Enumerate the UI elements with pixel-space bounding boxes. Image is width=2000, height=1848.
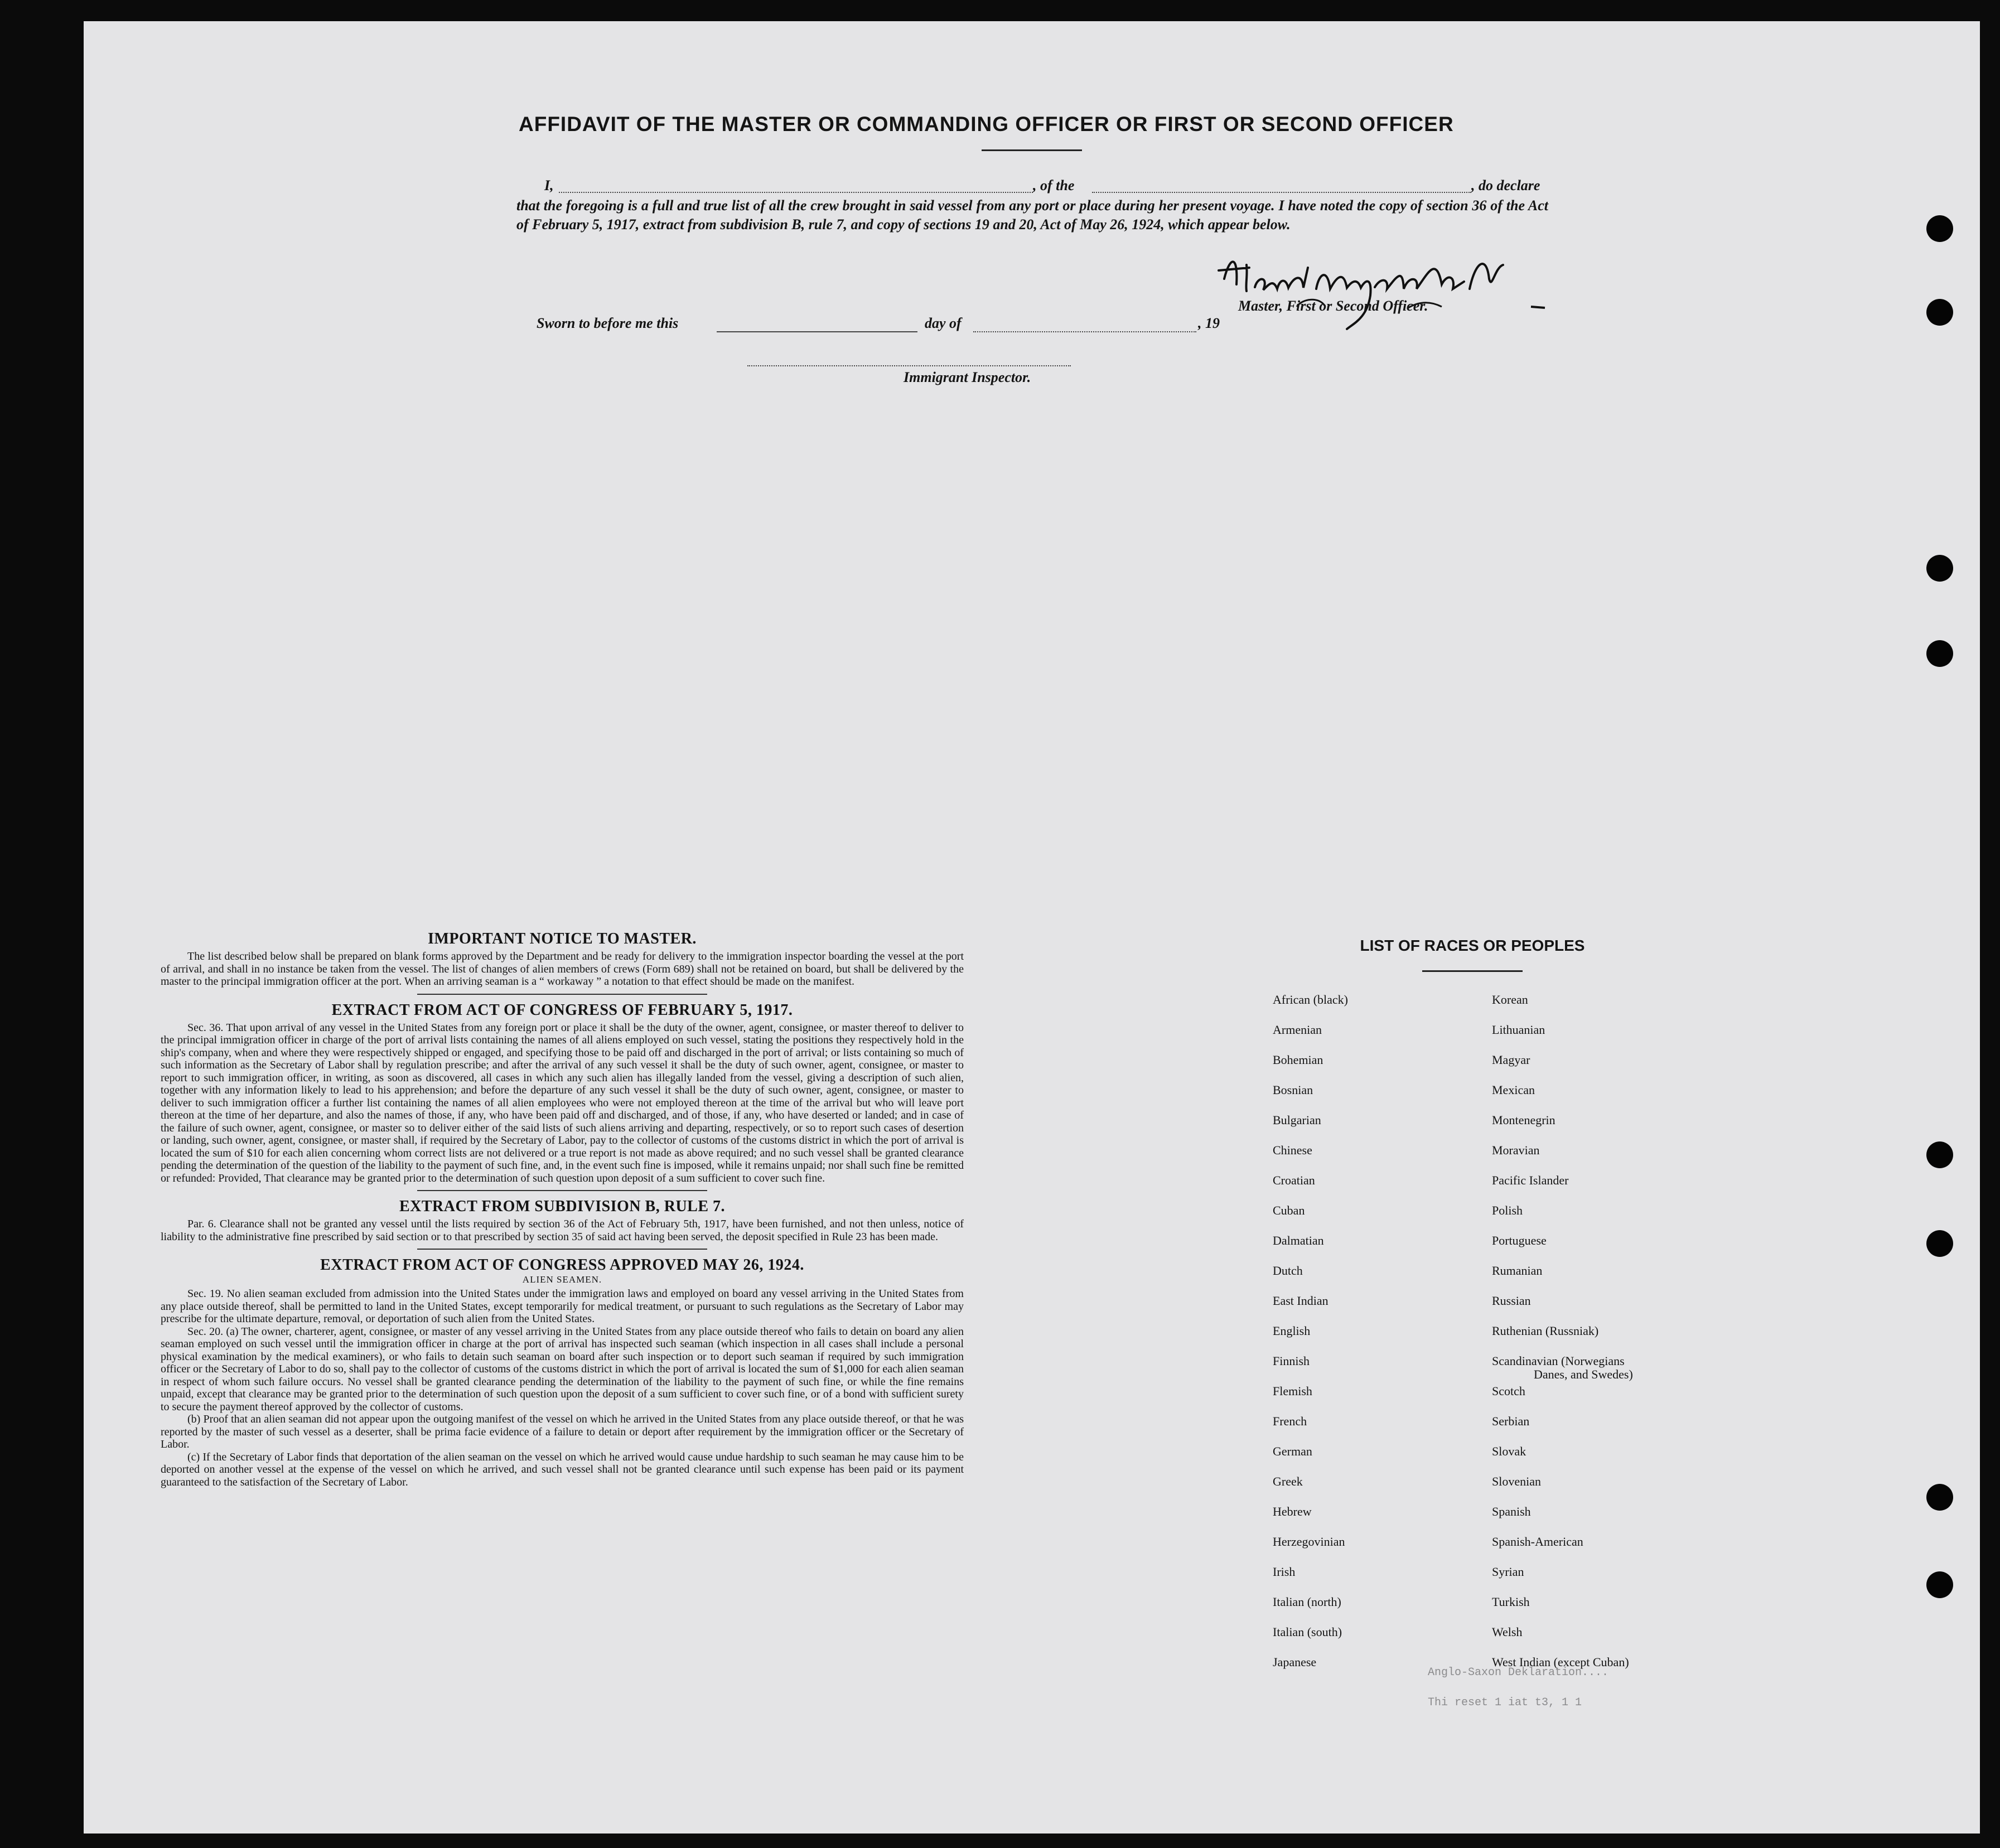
race-item: Finnish — [1273, 1354, 1310, 1368]
race-item: German — [1273, 1444, 1312, 1458]
race-item: Irish — [1273, 1565, 1296, 1579]
race-item: Moravian — [1492, 1143, 1540, 1157]
race-item: Russian — [1492, 1294, 1531, 1308]
race-item: Dalmatian — [1273, 1233, 1324, 1247]
race-item: Japanese — [1273, 1655, 1317, 1669]
year-prefix-label: , 19 — [1198, 315, 1220, 331]
race-item: Bosnian — [1273, 1083, 1313, 1097]
race-item: Bulgarian — [1273, 1113, 1321, 1127]
race-item: Armenian — [1273, 1023, 1322, 1037]
race-item: Serbian — [1492, 1414, 1530, 1428]
punch-hole — [1926, 1484, 1953, 1511]
race-item: Herzegovinian — [1273, 1535, 1345, 1549]
signer-caption: Master, First or Second Officer. — [1238, 298, 1428, 314]
punch-hole — [1926, 215, 1953, 242]
notice-title: IMPORTANT NOTICE TO MASTER. — [428, 930, 697, 947]
race-item: Korean — [1492, 993, 1528, 1007]
extract-1924-subtitle: ALIEN SEAMEN. — [522, 1274, 602, 1285]
extract-rule7-title: EXTRACT FROM SUBDIVISION B, RULE 7. — [399, 1198, 726, 1215]
title-underline — [982, 149, 1082, 151]
race-item: West Indian (except Cuban) — [1492, 1655, 1629, 1669]
sworn-label: Sworn to before me this — [537, 315, 679, 331]
vessel-field[interactable] — [1092, 192, 1471, 193]
race-item-continuation: Danes, and Swedes) — [1534, 1367, 1633, 1381]
race-item: East Indian — [1273, 1294, 1328, 1308]
of-the-label: , of the — [1033, 177, 1075, 193]
affidavit-page — [84, 21, 1980, 1834]
punch-hole — [1926, 1230, 1953, 1257]
race-item: English — [1273, 1324, 1311, 1338]
race-item: French — [1273, 1414, 1307, 1428]
race-item: Hebrew — [1273, 1504, 1312, 1518]
race-item: African (black) — [1273, 993, 1348, 1007]
race-item: Portuguese — [1492, 1233, 1547, 1247]
notice-column — [161, 930, 964, 1488]
race-item: Spanish — [1492, 1504, 1531, 1518]
notice-text: The list described below shall be prepared on blank forms approved by the Department and be ready for delivery to the immigration inspector boarding the vessel at the port of arrival, and shall in no instance be taken from the vessel. The list of changes of alien members of crews (Form 689) shall not be retained on board, but shall be delivered by the master to the principal immigration officer at the port. When an arriving seaman is a “ workaway ” a notation to that effect should be made on the manifest. — [161, 950, 964, 988]
punch-hole — [1926, 1141, 1953, 1168]
handwritten-signature — [1207, 245, 1564, 337]
extract-rule7-text: Par. 6. Clearance shall not be granted any vessel until the lists required by section 36 of the Act of February 5th, 1917, have been furnished, and not then unless, notice of liability to the administrative fine prescribed by said section or to that prescribed by section 35 of said act having been served, the deposit specified in Rule 23 has been made. — [161, 1218, 964, 1243]
race-item: Polish — [1492, 1203, 1523, 1217]
race-item: Scotch — [1492, 1384, 1525, 1398]
extract-1917-text: Sec. 36. That upon arrival of any vessel in the United States from any foreign port or place it shall be the duty of the owner, agent, consignee, or master thereof to deliver to the principal immigration officer in charge of the port of arrival lists containing the names of all aliens employed on such vessel, stating the positions they respectively hold in the ship's company, when and where they were respectively shipped or engaged, and specifying those to be paid off and discharged in the port of arrival; or lists containing so much of such information as the Secretary of Labor shall by regulation prescribe; and after the arrival of any such vessel it shall be the duty of such owner, agent, consignee, or master to report to such immigration officer, in writing, as soon as discovered, all cases in which any such alien has illegally landed from the vessel, giving a description of such alien, together with any information likely to lead to his apprehension; and before the departure of any such vessel it shall be the duty of such owner, agent, consignee, or master to deliver to such immigration officer a further list containing the names of all alien employees who were not employed thereon at the time of the arrival but who will leave port thereon at the time of her departure, and also the names of those, if any, who have been paid off and discharged, and of those, if any, who have deserted or landed; and in case of the failure of such owner, agent, consignee, or master so to deliver either of the said lists of such aliens arriving and departing, respectively, or so to report such cases of desertion or landing, such owner, agent, consignee, or master shall, if required by the Secretary of Labor, pay to the collector of customs of the customs district in which the port of arrival is located the sum of $10 for each alien concerning whom correct lists are not delivered or a true report is not made as above required; and no such vessel shall be granted clearance pending the determination of the question of the liability to the payment of such fine, and, in the event such fine is imposed, while it remains unpaid; nor shall such fine be remitted or refunded: Provided, That clearance may be granted prior to the determination of such question upon deposit of a sum sufficient to cover such fine. — [161, 1021, 964, 1184]
race-item: Greek — [1273, 1474, 1303, 1488]
races-underline — [1422, 970, 1523, 972]
divider — [417, 994, 707, 995]
affidavit-title: AFFIDAVIT OF THE MASTER OR COMMANDING OFFICER OR FIRST OR SECOND OFFICER — [519, 113, 1454, 136]
sec20a-text: Sec. 20. (a) The owner, charterer, agent, consignee, or master of any vessel arriving in the United States from any place outside thereof who fails to detain on board any alien seaman employed on such vessel until the immigration officer in charge at the port of arrival has inspected such seaman (which inspection in all cases shall include a personal physical examination by the medical examiners), or who fails to detain such seaman on board after such inspection or to deport such seaman if required by such immigration officer or the Secretary of Labor to do so, shall pay to the collector of customs of the customs district in which the port of arrival is located the sum of $1,000 for each alien seaman in respect of whom such failure occurs. No vessel shall be granted clearance pending the determination of the liability to the payment of such fine, or while the fine remains unpaid, except that clearance may be granted prior to the determination of such question upon the deposit of a sum sufficient to cover such fine, or of a bond with sufficient surety to secure the payment thereof approved by the collector of customs. — [161, 1325, 964, 1413]
do-declare-label: , do declare — [1471, 177, 1540, 193]
day-of-label: day of — [925, 315, 962, 331]
race-item: Slovenian — [1492, 1474, 1541, 1488]
divider — [417, 1190, 707, 1191]
inspector-caption: Immigrant Inspector. — [904, 369, 1031, 385]
punch-hole — [1926, 555, 1953, 582]
race-item: Rumanian — [1492, 1264, 1543, 1278]
sworn-date-field[interactable] — [717, 331, 917, 332]
race-item: Italian (south) — [1273, 1625, 1342, 1639]
race-item: Croatian — [1273, 1173, 1315, 1187]
affidavit-body: that the foregoing is a full and true list of all the crew brought in said vessel from any port or place during her present voyage. I have noted the copy of section 36 of the Act of February 5, 1917, extract from subdivision B, rule 7, and copy of sections 19 and 20, Act of May 26, 1924, which appear below. — [516, 197, 1548, 233]
sec20b-text: (b) Proof that an alien seaman did not appear upon the outgoing manifest of the vessel on which he arrived in the United States from any place outside thereof, or that he was reported by the master of such vessel as a deserter, shall be prima facie evidence of a failure to detain or deport after requirement by the immigration officer or the Secretary of Labor. — [161, 1413, 964, 1450]
bleed-through-text: Thi reset 1 iat t3, 1 1 — [1428, 1696, 1582, 1709]
declarant-name-field[interactable] — [559, 192, 1033, 193]
extract-1924-title: EXTRACT FROM ACT OF CONGRESS APPROVED MAY 26, 1924. — [320, 1256, 804, 1274]
punch-hole — [1926, 640, 1953, 667]
race-item: Mexican — [1492, 1083, 1535, 1097]
race-item: Montenegrin — [1492, 1113, 1555, 1127]
race-item: Flemish — [1273, 1384, 1312, 1398]
race-item: Slovak — [1492, 1444, 1526, 1458]
sec20c-text: (c) If the Secretary of Labor finds that deportation of the alien seaman on the vessel on which he arrived would cause undue hardship to such seaman he may cause him to be deported on another vessel at the expense of the vessel on which he arrived, and such vessel shall not be granted clearance until such expense has been paid or its payment guaranteed to the satisfaction of the Secretary of Labor. — [161, 1450, 964, 1488]
race-item: Turkish — [1492, 1595, 1530, 1609]
races-title: LIST OF RACES OR PEOPLES — [1360, 937, 1585, 954]
race-item: Pacific Islander — [1492, 1173, 1569, 1187]
declarant-prefix: I, — [544, 177, 554, 193]
race-item: Lithuanian — [1492, 1023, 1545, 1037]
race-item: Cuban — [1273, 1203, 1305, 1217]
race-item: Magyar — [1492, 1053, 1530, 1067]
divider — [417, 1249, 707, 1250]
race-item: Scandinavian (Norwegians — [1492, 1354, 1625, 1368]
race-item: Italian (north) — [1273, 1595, 1341, 1609]
inspector-signature-field[interactable] — [747, 365, 1071, 366]
sec19-text: Sec. 19. No alien seaman excluded from admission into the United States under the immigration laws and employed on board any vessel arriving in the United States from any place outside thereof, shall be permitted to land in the United States, except temporarily for medical treatment, or pursuant to such regulations as the Secretary of Labor may prescribe for the ultimate departure, removal, or deportation of such alien from the United States. — [161, 1288, 964, 1325]
bleed-through-text: Anglo-Saxon Deklaration.... — [1428, 1666, 1609, 1679]
punch-hole — [1926, 1571, 1953, 1598]
race-item: Dutch — [1273, 1264, 1303, 1278]
extract-1917-title: EXTRACT FROM ACT OF CONGRESS OF FEBRUARY 5, 1917. — [331, 1001, 793, 1019]
punch-hole — [1926, 299, 1953, 326]
race-item: Chinese — [1273, 1143, 1312, 1157]
race-item: Syrian — [1492, 1565, 1524, 1579]
race-item: Bohemian — [1273, 1053, 1323, 1067]
race-item: Welsh — [1492, 1625, 1523, 1639]
race-item: Ruthenian (Russniak) — [1492, 1324, 1599, 1338]
race-item: Spanish-American — [1492, 1535, 1583, 1549]
sworn-month-field[interactable] — [973, 331, 1196, 332]
